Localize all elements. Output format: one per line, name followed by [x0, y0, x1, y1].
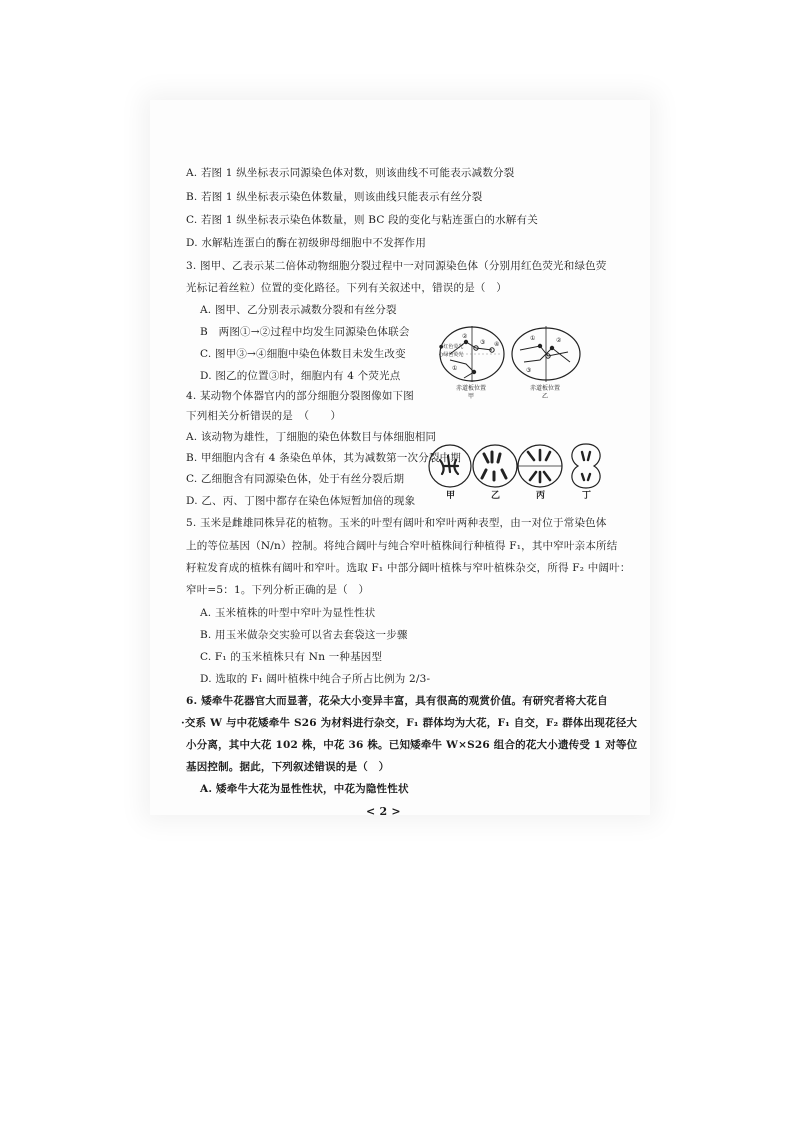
marker-4: ④ — [494, 341, 500, 348]
q4-option-a: A. 该动物为雄性，丁细胞的染色体数目与体细胞相同 — [186, 431, 437, 443]
q5-stem-line2: 上的等位基因（N/n）控制。将纯合阔叶与纯合窄叶植株间行种植得 F₁，其中窄叶亲本所结 — [186, 540, 618, 552]
q5-stem-line3: 籽粒发育成的植株有阔叶和窄叶。选取 F₁ 中部分阔叶植株与窄叶植株杂交，所得 F₂ 中阔叶： — [186, 562, 631, 574]
q3-cell-yi — [512, 326, 580, 400]
q5-option-d: D. 选取的 F₁ 阔叶植株中纯合子所占比例为 2/3- — [200, 673, 431, 685]
q2-option-d: D. 水解粘连蛋白的酶在初级卵母细胞中不发挥作用 — [186, 237, 427, 249]
caption-jia: 赤道板位置 — [456, 385, 487, 392]
label-ding-q4: 丁 — [582, 491, 592, 501]
q6-stem-line1: 6. 矮牵牛花器官大而显著，花朵大小变异丰富，具有很高的观赏价值。有研究者将大花自 — [186, 695, 608, 707]
q4-cell-bing — [518, 445, 562, 501]
page-number: < 2 > — [366, 805, 401, 818]
q3-stem-line1: 3. 图甲、乙表示某二倍体动物细胞分裂过程中一对同源染色体（分别用红色荧光和绿色荧 — [186, 260, 607, 272]
q2-option-a: A. 若图 1 纵坐标表示同源染色体对数，则该曲线不可能表示减数分裂 — [186, 167, 515, 179]
q4-stem-line2: 下列相关分析错误的是 （ ） — [186, 410, 342, 422]
legend-red: ●红色荧光 — [439, 344, 464, 350]
caption-yi: 赤道板位置 — [530, 385, 561, 392]
q3-option-c: C. 图甲③→④细胞中染色体数目未发生改变 — [200, 348, 406, 360]
q3-cell-jia — [439, 326, 504, 400]
q4-option-c: C. 乙细胞含有同源染色体，处于有丝分裂后期 — [186, 473, 405, 485]
q3-figure — [436, 320, 586, 400]
legend-green: ○绿色荧光 — [439, 352, 464, 358]
q6-stem-line3: 小分离，其中大花 102 株，中花 36 株。已知矮牵牛 W×S26 组合的花大小遗传受 1 对等位 — [186, 739, 638, 751]
q5-stem-line1: 5. 玉米是雌雄同株异花的植物。玉米的叶型有阔叶和窄叶两种表型，由一对位于常染色体 — [186, 517, 607, 529]
q3-option-a: A. 图甲、乙分别表示减数分裂和有丝分裂 — [200, 304, 397, 316]
marker-2: ② — [462, 333, 468, 340]
q4-figure — [426, 440, 608, 502]
label-bing-q4: 丙 — [536, 491, 546, 501]
q2-option-c: C. 若图 1 纵坐标表示染色体数量，则 BC 段的变化与粘连蛋白的水解有关 — [186, 214, 538, 226]
marker-3: ③ — [480, 339, 486, 346]
label-yi: 乙 — [542, 393, 549, 400]
q3-option-b: B 两图①→②过程中均发生同源染色体联会 — [200, 326, 410, 338]
q4-cell-ding — [572, 444, 600, 501]
q5-option-a: A. 玉米植株的叶型中窄叶为显性性状 — [200, 607, 376, 619]
marker-1: ① — [452, 365, 458, 372]
q4-stem-line1: 4. 某动物个体器官内的部分细胞分裂图像如下图 — [186, 390, 414, 402]
label-jia: 甲 — [468, 393, 475, 400]
q5-option-b: B. 用玉米做杂交实验可以省去套袋这一步骤 — [200, 629, 408, 641]
q4-option-b: B. 甲细胞内含有 4 条染色单体，其为减数第一次分裂中期 — [186, 452, 462, 464]
label-yi-q4: 乙 — [491, 491, 501, 501]
q6-stem-line4: 基因控制。据此，下列叙述错误的是（ ） — [186, 761, 390, 773]
q4-cell-yi — [473, 445, 517, 501]
q3-option-d: D. 图乙的位置③时，细胞内有 4 个荧光点 — [200, 370, 401, 382]
label-jia-q4: 甲 — [446, 491, 456, 501]
q2-option-b: B. 若图 1 纵坐标表示染色体数量，则该曲线只能表示有丝分裂 — [186, 191, 483, 203]
marker-yi-2: ② — [556, 337, 562, 344]
q5-option-c: C. F₁ 的玉米植株只有 Nn 一种基因型 — [200, 651, 383, 663]
q6-stem-line2: ·交系 W 与中花矮牵牛 S26 为材料进行杂交，F₁ 群体均为大花，F₁ 自交，F₂ 群体出现花径大 — [181, 717, 638, 729]
q3-stem-line2: 光标记着丝粒）位置的变化路径。下列有关叙述中，错误的是（ ） — [186, 282, 507, 294]
q4-option-d: D. 乙、丙、丁图中都存在染色体短暂加倍的现象 — [186, 495, 416, 507]
q6-option-a: A. 矮牵牛大花为显性性状，中花为隐性性状 — [200, 783, 409, 795]
marker-yi-1: ① — [530, 335, 536, 342]
q5-stem-line4: 窄叶=5：1。下列分析正确的是（ ） — [186, 584, 370, 596]
q4-cell-jia — [429, 445, 471, 501]
marker-yi-3: ③ — [526, 367, 532, 374]
